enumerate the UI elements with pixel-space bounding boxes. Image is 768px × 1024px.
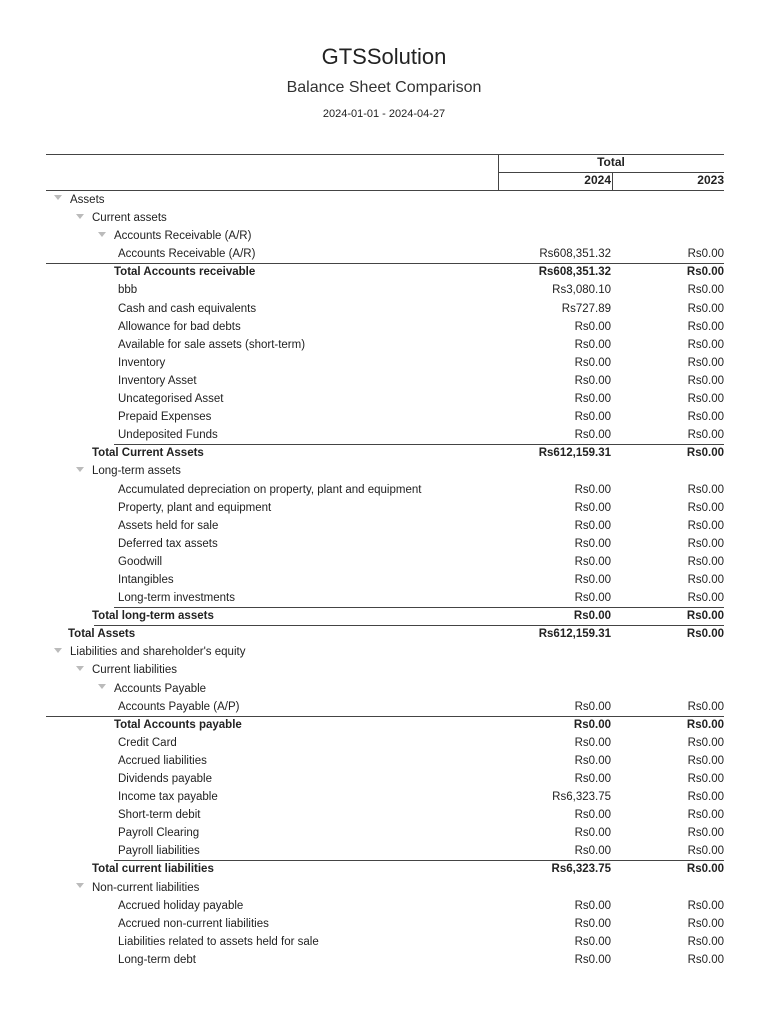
value-2024: Rs612,159.31	[538, 628, 611, 641]
value-2023: Rs0.00	[687, 809, 724, 822]
collapse-triangle-icon[interactable]	[76, 883, 84, 888]
row-label-text: Inventory Asset	[118, 374, 197, 387]
value-2023: Rs0.00	[687, 393, 724, 406]
row-label	[118, 281, 137, 299]
value-2024: Rs0.00	[574, 537, 611, 550]
row-label	[118, 481, 421, 499]
value-2023: Rs0.00	[687, 592, 724, 605]
value-2023: Rs0.00	[687, 935, 724, 948]
row-label-text: Income tax payable	[118, 791, 218, 804]
total-rule	[94, 625, 724, 626]
account-row	[46, 481, 724, 499]
value-2024: Rs0.00	[574, 953, 611, 966]
value-2023: Rs0.00	[687, 899, 724, 912]
value-2024: Rs0.00	[574, 338, 611, 351]
value-2024: Rs0.00	[574, 374, 611, 387]
value-2024: Rs0.00	[574, 356, 611, 369]
row-label	[118, 698, 239, 716]
row-label-text: Payroll Clearing	[118, 827, 200, 840]
row-label	[118, 915, 269, 933]
value-2024: Rs0.00	[574, 519, 611, 532]
row-label	[118, 806, 200, 824]
row-label	[92, 607, 214, 625]
value-2024: Rs0.00	[574, 917, 611, 930]
value-2024: Rs6,323.75	[551, 863, 611, 876]
value-2023: Rs0.00	[687, 411, 724, 424]
value-2024: Rs3,080.10	[552, 284, 611, 297]
row-label	[54, 191, 105, 209]
value-2023: Rs0.00	[687, 248, 724, 261]
row-label-text: bbb	[118, 284, 138, 297]
collapse-triangle-icon[interactable]	[54, 648, 62, 653]
row-label-text: Total Current Assets	[92, 447, 204, 460]
value-2023: Rs0.00	[687, 700, 724, 713]
row-label	[98, 680, 206, 698]
row-label-text: Total Accounts payable	[114, 718, 242, 731]
row-label	[118, 354, 165, 372]
account-row	[46, 951, 724, 969]
value-2023: Rs0.00	[686, 610, 724, 623]
total-row	[46, 263, 724, 281]
value-2024: Rs0.00	[574, 501, 611, 514]
row-label-text: Allowance for bad debts	[118, 320, 241, 333]
total-row	[46, 607, 724, 625]
value-2024: Rs0.00	[574, 809, 611, 822]
value-2024: Rs0.00	[574, 393, 611, 406]
row-label-text: Accounts Receivable (A/R)	[114, 230, 252, 243]
row-label-text: Accounts Payable	[114, 682, 207, 695]
row-label	[118, 842, 200, 860]
value-2024: Rs0.00	[574, 555, 611, 568]
account-row	[46, 788, 724, 806]
row-label	[92, 444, 204, 462]
row-label	[118, 372, 197, 390]
row-label-text: Current assets	[92, 212, 167, 225]
value-2023: Rs0.00	[687, 953, 724, 966]
account-row	[46, 915, 724, 933]
row-label-text: Dividends payable	[118, 773, 212, 785]
account-row	[46, 734, 724, 752]
account-row	[46, 571, 724, 589]
row-label	[54, 643, 245, 661]
row-label	[118, 770, 212, 788]
total-row	[46, 716, 724, 734]
value-2024: Rs608,351.32	[539, 248, 611, 261]
row-label-text: Non-current liabilities	[92, 881, 200, 894]
value-2023: Rs0.00	[686, 863, 724, 876]
section-row[interactable]	[46, 227, 724, 245]
value-2024: Rs0.00	[574, 845, 611, 858]
value-2023: Rs0.00	[687, 537, 724, 550]
value-2023: Rs0.00	[687, 555, 724, 568]
collapse-triangle-icon[interactable]	[76, 666, 84, 671]
value-2023: Rs0.00	[687, 320, 724, 333]
row-label	[76, 209, 167, 227]
value-2023: Rs0.00	[687, 827, 724, 840]
row-label-text: Property, plant and equipment	[118, 501, 272, 514]
account-row	[46, 806, 724, 824]
value-2023: Rs0.00	[687, 302, 724, 315]
account-row	[46, 752, 724, 770]
row-label	[92, 860, 214, 878]
report-date-range: 2024-01-01 - 2024-04-27	[322, 108, 446, 120]
row-label-text: Assets held for sale	[118, 519, 219, 532]
account-row	[46, 517, 724, 535]
collapse-triangle-icon[interactable]	[98, 232, 106, 237]
total-rule	[114, 444, 724, 445]
value-2023: Rs0.00	[687, 736, 724, 749]
value-2023: Rs0.00	[687, 917, 724, 930]
row-label-text: Credit Card	[118, 736, 177, 749]
row-label-text: Accrued non-current liabilities	[118, 917, 269, 930]
value-2024: Rs0.00	[574, 320, 611, 333]
row-label	[118, 571, 174, 589]
account-row	[46, 553, 724, 571]
account-row	[46, 318, 724, 336]
account-row	[46, 408, 724, 426]
row-label-text: Available for sale assets (short-term)	[118, 338, 306, 351]
total-row	[46, 625, 724, 643]
account-row	[46, 535, 724, 553]
row-label-text: Inventory	[118, 356, 166, 369]
row-label	[114, 263, 255, 281]
account-row	[46, 300, 724, 318]
value-2023: Rs0.00	[687, 501, 724, 514]
account-row	[46, 245, 724, 263]
row-label-text: Prepaid Expenses	[118, 411, 212, 424]
value-2024: Rs0.00	[574, 429, 611, 442]
row-label-text: Liabilities related to assets held for sale	[118, 935, 319, 948]
row-label-text: Accounts Receivable (A/R)	[118, 248, 256, 261]
section-row[interactable]	[46, 643, 724, 661]
row-label-text: Deferred tax assets	[118, 537, 218, 550]
value-2023: Rs0.00	[687, 519, 724, 532]
column-header-2023: 2023	[697, 173, 724, 187]
row-label	[68, 625, 135, 643]
column-group-total: Total	[597, 155, 625, 169]
row-label-text: Total Accounts receivable	[114, 266, 256, 279]
row-label	[118, 336, 305, 354]
value-2024: Rs0.00	[574, 411, 611, 424]
account-row	[46, 372, 724, 390]
value-2024: Rs0.00	[574, 483, 611, 496]
row-label-text: Total Assets	[68, 628, 136, 641]
value-2023: Rs0.00	[687, 429, 724, 442]
row-label	[118, 553, 162, 571]
report-title: Balance Sheet Comparison	[286, 79, 482, 96]
value-2023: Rs0.00	[687, 338, 724, 351]
value-2023: Rs0.00	[687, 573, 724, 586]
value-2024: Rs0.00	[574, 573, 611, 586]
row-label	[118, 245, 255, 263]
account-row	[46, 589, 724, 607]
account-row	[46, 770, 724, 788]
value-2024: Rs0.00	[573, 610, 611, 623]
account-row	[46, 698, 724, 716]
balance-sheet-table	[46, 191, 724, 969]
account-row	[46, 390, 724, 408]
total-row	[46, 860, 724, 878]
value-2024: Rs0.00	[574, 935, 611, 948]
account-row	[46, 426, 724, 444]
value-2023: Rs0.00	[687, 845, 724, 858]
value-2023: Rs0.00	[686, 266, 724, 279]
row-label	[118, 390, 223, 408]
section-row[interactable]	[46, 191, 724, 209]
row-label-text: Accounts Payable (A/P)	[118, 700, 240, 713]
row-label-text: Undeposited Funds	[118, 429, 218, 442]
truncated-row-fragment	[46, 979, 724, 982]
row-label-text: Liabilities and shareholder's equity	[70, 646, 246, 659]
row-label	[118, 426, 218, 444]
row-label-text: Payroll liabilities	[118, 845, 200, 858]
value-2023: Rs0.00	[687, 483, 724, 496]
collapse-triangle-icon[interactable]	[98, 684, 106, 689]
value-2023: Rs0.00	[686, 447, 724, 460]
row-label-text: Accrued holiday payable	[118, 899, 244, 912]
value-2024: Rs0.00	[574, 754, 611, 767]
column-header-2024: 2024	[584, 173, 611, 187]
row-label-text: Accumulated depreciation on property, plant and equipment	[118, 483, 422, 496]
account-row	[46, 281, 724, 299]
row-label-text: Uncategorised Asset	[118, 393, 224, 406]
row-label	[118, 734, 177, 752]
value-2024: Rs0.00	[574, 736, 611, 749]
row-label-text: Assets	[70, 194, 105, 206]
value-2023: Rs0.00	[687, 284, 724, 297]
section-row[interactable]	[46, 661, 724, 679]
value-2024: Rs612,159.31	[538, 447, 611, 460]
row-label	[118, 517, 218, 535]
account-row	[46, 824, 724, 842]
row-label	[76, 879, 199, 897]
value-2024: Rs0.00	[573, 718, 611, 731]
row-label	[118, 752, 207, 770]
row-label	[118, 933, 319, 951]
value-2024: Rs0.00	[574, 700, 611, 713]
row-label	[118, 788, 218, 806]
row-label	[118, 951, 196, 969]
section-row[interactable]	[46, 209, 724, 227]
value-2024: Rs0.00	[574, 899, 611, 912]
row-label-text: Intangibles	[118, 573, 174, 586]
row-label-text: Cash and cash equivalents	[118, 302, 257, 315]
collapse-triangle-icon[interactable]	[76, 467, 84, 472]
value-2023: Rs0.00	[687, 791, 724, 804]
section-row[interactable]	[46, 680, 724, 698]
row-label	[118, 318, 241, 336]
total-row	[46, 444, 724, 462]
row-label	[76, 661, 177, 679]
section-row[interactable]	[46, 462, 724, 480]
row-label	[118, 897, 243, 915]
value-2023: Rs0.00	[687, 356, 724, 369]
row-label	[118, 824, 199, 842]
account-row	[46, 842, 724, 860]
value-2024: Rs6,323.75	[552, 791, 611, 804]
row-label	[114, 716, 242, 734]
account-row	[46, 897, 724, 915]
row-label-text: Short-term debit	[118, 809, 201, 822]
row-label-text: Accrued liabilities	[118, 754, 207, 767]
account-row	[46, 354, 724, 372]
section-row[interactable]	[46, 879, 724, 897]
value-2023: Rs0.00	[687, 773, 724, 785]
row-label	[118, 589, 235, 607]
row-label	[76, 462, 181, 480]
row-label-text: Long-term debt	[118, 953, 196, 966]
value-2023: Rs0.00	[687, 374, 724, 387]
value-2024: Rs0.00	[574, 773, 611, 785]
value-2024: Rs0.00	[574, 592, 611, 605]
value-2023: Rs0.00	[686, 628, 724, 641]
row-label	[118, 535, 218, 553]
row-label-text: Current liabilities	[92, 664, 178, 677]
row-label	[98, 227, 251, 245]
row-label-text: Total long-term assets	[92, 610, 214, 623]
collapse-triangle-icon[interactable]	[54, 195, 62, 200]
row-label	[118, 408, 211, 426]
collapse-triangle-icon[interactable]	[76, 214, 84, 219]
account-row	[46, 933, 724, 951]
row-label-text: Goodwill	[118, 555, 163, 568]
value-2024: Rs0.00	[574, 827, 611, 840]
value-2023: Rs0.00	[687, 754, 724, 767]
row-label-text: Long-term assets	[92, 465, 181, 478]
account-row	[46, 336, 724, 354]
company-name: GTSSolution	[321, 44, 447, 69]
row-label-text: Long-term investments	[118, 592, 235, 605]
value-2024: Rs608,351.32	[538, 266, 611, 279]
account-row	[46, 499, 724, 517]
value-2024: Rs727.89	[561, 302, 611, 315]
value-2023: Rs0.00	[686, 718, 724, 731]
row-label-text: Total current liabilities	[92, 863, 214, 876]
row-label	[118, 300, 256, 318]
row-label	[118, 499, 271, 517]
